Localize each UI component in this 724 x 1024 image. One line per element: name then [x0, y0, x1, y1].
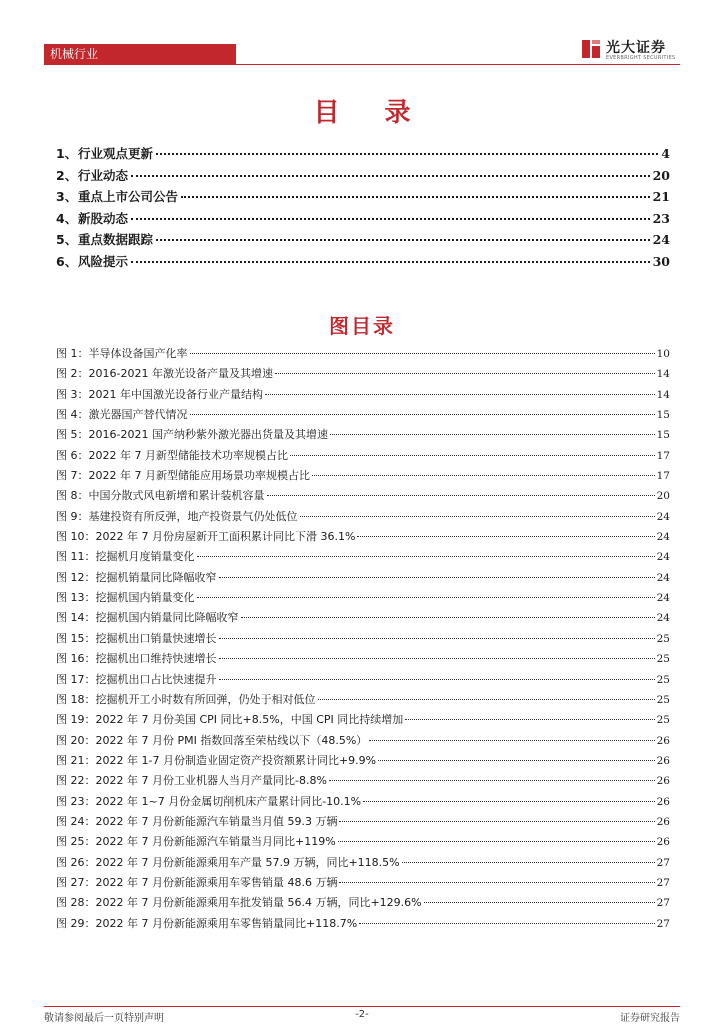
toc-entry-number: 6、	[56, 253, 78, 269]
toc-entry-title: 重点上市公司公告	[78, 189, 179, 205]
figure-entry-page: 24	[656, 592, 670, 605]
figure-leader-dots	[330, 434, 655, 435]
figure-entry-page: 26	[656, 754, 670, 767]
figure-entry-title: 挖掘机国内销量同比降幅收窄	[95, 611, 239, 625]
figure-entry-title: 2022 年 7 月新型储能应用场景功率规模占比	[88, 469, 310, 483]
figure-entry[interactable]	[56, 589, 670, 609]
toc-entry-page: 20	[652, 167, 670, 183]
figure-entry-page: 17	[656, 449, 670, 462]
figure-leader-dots	[359, 923, 654, 924]
figure-leader-dots	[312, 475, 655, 476]
figure-leader-dots	[338, 841, 655, 842]
toc-entry-page: 4	[661, 146, 670, 161]
figure-entry[interactable]	[56, 793, 670, 813]
figure-entry[interactable]	[56, 833, 670, 853]
figure-entry[interactable]	[56, 813, 670, 833]
figure-entry-label: 图 18：	[56, 692, 96, 706]
figure-entry-label: 图 4：	[56, 408, 89, 422]
footer-report-type: 证券研究报告	[620, 1013, 680, 1024]
figure-entry-label: 图 22：	[56, 774, 96, 788]
figure-entry-title: 2022 年 7 月份 PMI 指数回落至荣枯线以下（48.5%）	[95, 733, 368, 747]
figure-entry-label: 图 19：	[56, 713, 96, 727]
logo-text: 光大证券	[606, 40, 666, 56]
figure-leader-dots	[275, 373, 655, 374]
company-logo	[580, 36, 680, 64]
figure-entry[interactable]	[56, 447, 670, 467]
header-category: 机械行业	[50, 47, 99, 61]
figure-entry-title: 基建投资有所反弹，地产投资景气仍处低位	[88, 509, 298, 523]
figure-entry-page: 15	[656, 409, 670, 422]
toc-entry[interactable]	[56, 209, 670, 231]
figure-list-title: 图目录	[329, 314, 395, 338]
figure-entry[interactable]	[56, 365, 670, 385]
figure-entry-title: 2016-2021 年激光设备产量及其增速	[88, 367, 273, 381]
toc-entry-number: 5、	[56, 232, 78, 248]
toc-list	[56, 144, 670, 274]
figure-entry[interactable]	[56, 752, 670, 772]
figure-entry-page: 17	[656, 470, 670, 483]
figure-entry-label: 图 26：	[56, 855, 96, 869]
toc-entry[interactable]	[56, 166, 670, 188]
figure-leader-dots	[424, 902, 655, 903]
figure-entry-page: 26	[656, 815, 670, 828]
figure-leader-dots	[219, 638, 655, 639]
figure-entry-page: 26	[656, 795, 670, 808]
figure-entry-title: 2022 年 7 月份新能源乘用车零售销量同比+118.7%	[95, 916, 358, 930]
figure-entry-title: 挖掘机月度销量变化	[95, 550, 195, 564]
figure-entry-page: 24	[656, 551, 670, 564]
toc-entry-number: 4、	[56, 210, 78, 226]
page-number: -2-	[355, 1009, 369, 1020]
footer-disclaimer: 敬请参阅最后一页特别声明	[44, 1013, 164, 1024]
figure-entry-title: 2022 年 1~7 月份金属切削机床产量累计同比-10.1%	[95, 794, 362, 808]
figure-entry-title: 挖掘机出口销量快速增长	[95, 631, 217, 645]
figure-entry-title: 2022 年 7 月份新能源乘用车零售销量 48.6 万辆	[95, 875, 338, 889]
figure-entry-page: 27	[656, 876, 670, 889]
toc-entry-page: 24	[652, 232, 670, 248]
figure-entry-label: 图 24：	[56, 814, 96, 828]
figure-entry[interactable]	[56, 711, 670, 731]
figure-entry-title: 2022 年 7 月份工业机器人当月产量同比-8.8%	[95, 774, 327, 788]
toc-leader-dots	[156, 153, 658, 155]
toc-title: 目 录	[313, 98, 429, 128]
header-category-bar	[44, 44, 236, 64]
figure-entry-page: 25	[656, 693, 670, 706]
logo-mark-icon	[580, 38, 602, 60]
figure-leader-dots	[219, 577, 655, 578]
figure-entry-page: 26	[656, 775, 670, 788]
toc-entry-title: 风险提示	[78, 253, 129, 269]
figure-entry[interactable]	[56, 467, 670, 487]
figure-entry-label: 图 15：	[56, 631, 96, 645]
figure-entry-label: 图 21：	[56, 753, 96, 767]
figure-entry-title: 挖掘机出口维持快速增长	[95, 652, 217, 666]
figure-entry-label: 图 3：	[56, 387, 89, 401]
figure-entry-label: 图 8：	[56, 489, 89, 503]
figure-entry[interactable]	[56, 691, 670, 711]
figure-leader-dots	[329, 780, 655, 781]
figure-list	[56, 345, 670, 935]
toc-entry-title: 重点数据跟踪	[78, 232, 154, 248]
figure-entry-label: 图 23：	[56, 794, 96, 808]
figure-leader-dots	[363, 801, 655, 802]
figure-entry-page: 24	[656, 531, 670, 544]
figure-entry-page: 25	[656, 673, 670, 686]
figure-entry[interactable]	[56, 772, 670, 792]
figure-leader-dots	[265, 394, 655, 395]
figure-entry-title: 挖掘机销量同比降幅收窄	[95, 570, 217, 584]
figure-entry-title: 2022 年 7 月份新能源乘用车产量 57.9 万辆，同比+118.5%	[95, 855, 400, 869]
figure-entry-page: 26	[656, 836, 670, 849]
figure-leader-dots	[197, 597, 655, 598]
figure-entry-label: 图 7：	[56, 469, 89, 483]
figure-entry[interactable]	[56, 894, 670, 914]
toc-leader-dots	[131, 175, 650, 177]
toc-entry[interactable]	[56, 252, 670, 274]
figure-entry-label: 图 12：	[56, 570, 96, 584]
figure-entry-title: 2022 年 7 月新型储能技术功率规模占比	[88, 448, 288, 462]
figure-entry[interactable]	[56, 508, 670, 528]
figure-entry[interactable]	[56, 406, 670, 426]
figure-entry-label: 图 9：	[56, 509, 89, 523]
figure-entry-page: 14	[656, 388, 670, 401]
figure-entry[interactable]	[56, 671, 670, 691]
figure-leader-dots	[339, 882, 654, 883]
figure-entry-page: 27	[656, 897, 670, 910]
figure-leader-dots	[219, 679, 655, 680]
toc-entry-page: 30	[652, 253, 670, 269]
figure-entry-title: 挖掘机开工小时数有所回弹，仍处于相对低位	[95, 692, 316, 706]
figure-entry-label: 图 2：	[56, 367, 89, 381]
figure-entry-page: 25	[656, 714, 670, 727]
figure-entry-page: 26	[656, 734, 670, 747]
figure-entry[interactable]	[56, 426, 670, 446]
figure-entry-label: 图 29：	[56, 916, 96, 930]
toc-entry-number: 1、	[56, 146, 78, 161]
figure-entry-label: 图 16：	[56, 652, 96, 666]
figure-entry[interactable]	[56, 569, 670, 589]
figure-entry[interactable]	[56, 345, 670, 365]
figure-entry[interactable]	[56, 386, 670, 406]
figure-leader-dots	[405, 719, 654, 720]
figure-entry[interactable]	[56, 732, 670, 752]
logo-subtext: EVERBRIGHT SECURITIES	[606, 55, 676, 61]
figure-entry-title: 2022 年 7 月份新能源汽车销量当月值 59.3 万辆	[95, 814, 338, 828]
figure-entry-title: 2022 年 7 月份新能源汽车销量当月同比+119%	[95, 835, 336, 849]
toc-leader-dots	[131, 218, 650, 220]
toc-entry-number: 2、	[56, 167, 78, 183]
figure-entry-title: 激光器国产替代情况	[88, 408, 188, 422]
figure-leader-dots	[190, 414, 655, 415]
figure-entry-label: 图 28：	[56, 896, 96, 910]
figure-entry-title: 2022 年 7 月份房屋新开工面积累计同比下滑 36.1%	[95, 530, 356, 544]
figure-entry-label: 图 14：	[56, 611, 96, 625]
toc-entry-title: 新股动态	[78, 210, 129, 226]
figure-entry-title: 2022 年 7 月份新能源乘用车批发销量 56.4 万辆，同比+129.6%	[95, 896, 422, 910]
figure-entry-page: 25	[656, 632, 670, 645]
figure-entry[interactable]	[56, 548, 670, 568]
figure-entry-label: 图 6：	[56, 448, 89, 462]
figure-entry-title: 中国分散式风电新增和累计装机容量	[88, 489, 265, 503]
figure-leader-dots	[241, 617, 655, 618]
figure-leader-dots	[339, 821, 654, 822]
figure-entry-title: 半导体设备国产化率	[88, 347, 188, 360]
figure-entry-label: 图 27：	[56, 875, 96, 889]
toc-entry-title: 行业观点更新	[78, 146, 154, 161]
figure-leader-dots	[290, 455, 655, 456]
figure-entry-title: 2021 年中国激光设备行业产量结构	[88, 387, 263, 401]
header-divider	[44, 64, 680, 65]
figure-leader-dots	[402, 862, 655, 863]
figure-entry-label: 图 11：	[56, 550, 96, 564]
figure-entry-page: 24	[656, 510, 670, 523]
figure-entry-title: 挖掘机国内销量变化	[95, 591, 195, 605]
toc-entry[interactable]	[56, 144, 670, 166]
figure-entry-title: 挖掘机出口占比快速提升	[95, 672, 217, 686]
figure-leader-dots	[378, 760, 655, 761]
figure-entry-page: 15	[656, 429, 670, 442]
figure-leader-dots	[318, 699, 655, 700]
figure-leader-dots	[190, 353, 655, 354]
figure-entry-label: 图 17：	[56, 672, 96, 686]
figure-entry-title: 2016-2021 国产纳秒紫外激光器出货量及其增速	[88, 428, 328, 442]
figure-entry-page: 14	[656, 368, 670, 381]
figure-entry[interactable]	[56, 528, 670, 548]
figure-entry[interactable]	[56, 874, 670, 894]
toc-entry-title: 行业动态	[78, 167, 129, 183]
toc-leader-dots	[131, 261, 650, 263]
figure-entry[interactable]	[56, 650, 670, 670]
figure-leader-dots	[300, 516, 655, 517]
toc-entry-page: 23	[652, 210, 670, 226]
figure-entry-label: 图 25：	[56, 835, 96, 849]
toc-entry-number: 3、	[56, 189, 78, 205]
figure-entry-title: 2022 年 1-7 月份制造业固定资产投资额累计同比+9.9%	[95, 753, 377, 767]
figure-entry-page: 24	[656, 571, 670, 584]
figure-entry-label: 图 10：	[56, 530, 96, 544]
figure-leader-dots	[267, 495, 655, 496]
figure-entry-page: 10	[656, 348, 670, 360]
figure-entry[interactable]	[56, 630, 670, 650]
toc-leader-dots	[181, 196, 650, 198]
figure-entry[interactable]	[56, 609, 670, 629]
figure-entry-page: 25	[656, 653, 670, 666]
figure-entry[interactable]	[56, 915, 670, 935]
toc-leader-dots	[156, 239, 650, 241]
figure-entry[interactable]	[56, 854, 670, 874]
toc-entry[interactable]	[56, 187, 670, 209]
figure-entry-label: 图 13：	[56, 591, 96, 605]
figure-leader-dots	[369, 740, 654, 741]
figure-entry-title: 2022 年 7 月份美国 CPI 同比+8.5%，中国 CPI 同比持续增加	[95, 713, 404, 727]
figure-entry-label: 图 20：	[56, 733, 96, 747]
figure-entry-page: 24	[656, 612, 670, 625]
toc-entry[interactable]	[56, 230, 670, 252]
figure-entry-page: 20	[656, 490, 670, 503]
toc-entry-page: 21	[652, 189, 670, 205]
figure-leader-dots	[219, 658, 655, 659]
figure-leader-dots	[357, 536, 654, 537]
figure-entry-page: 27	[656, 856, 670, 869]
figure-entry-label: 图 5：	[56, 428, 89, 442]
figure-entry-label: 图 1：	[56, 347, 89, 360]
footer-divider	[44, 1006, 680, 1007]
figure-leader-dots	[197, 556, 655, 557]
figure-entry-page: 27	[656, 917, 670, 930]
figure-entry[interactable]	[56, 487, 670, 507]
